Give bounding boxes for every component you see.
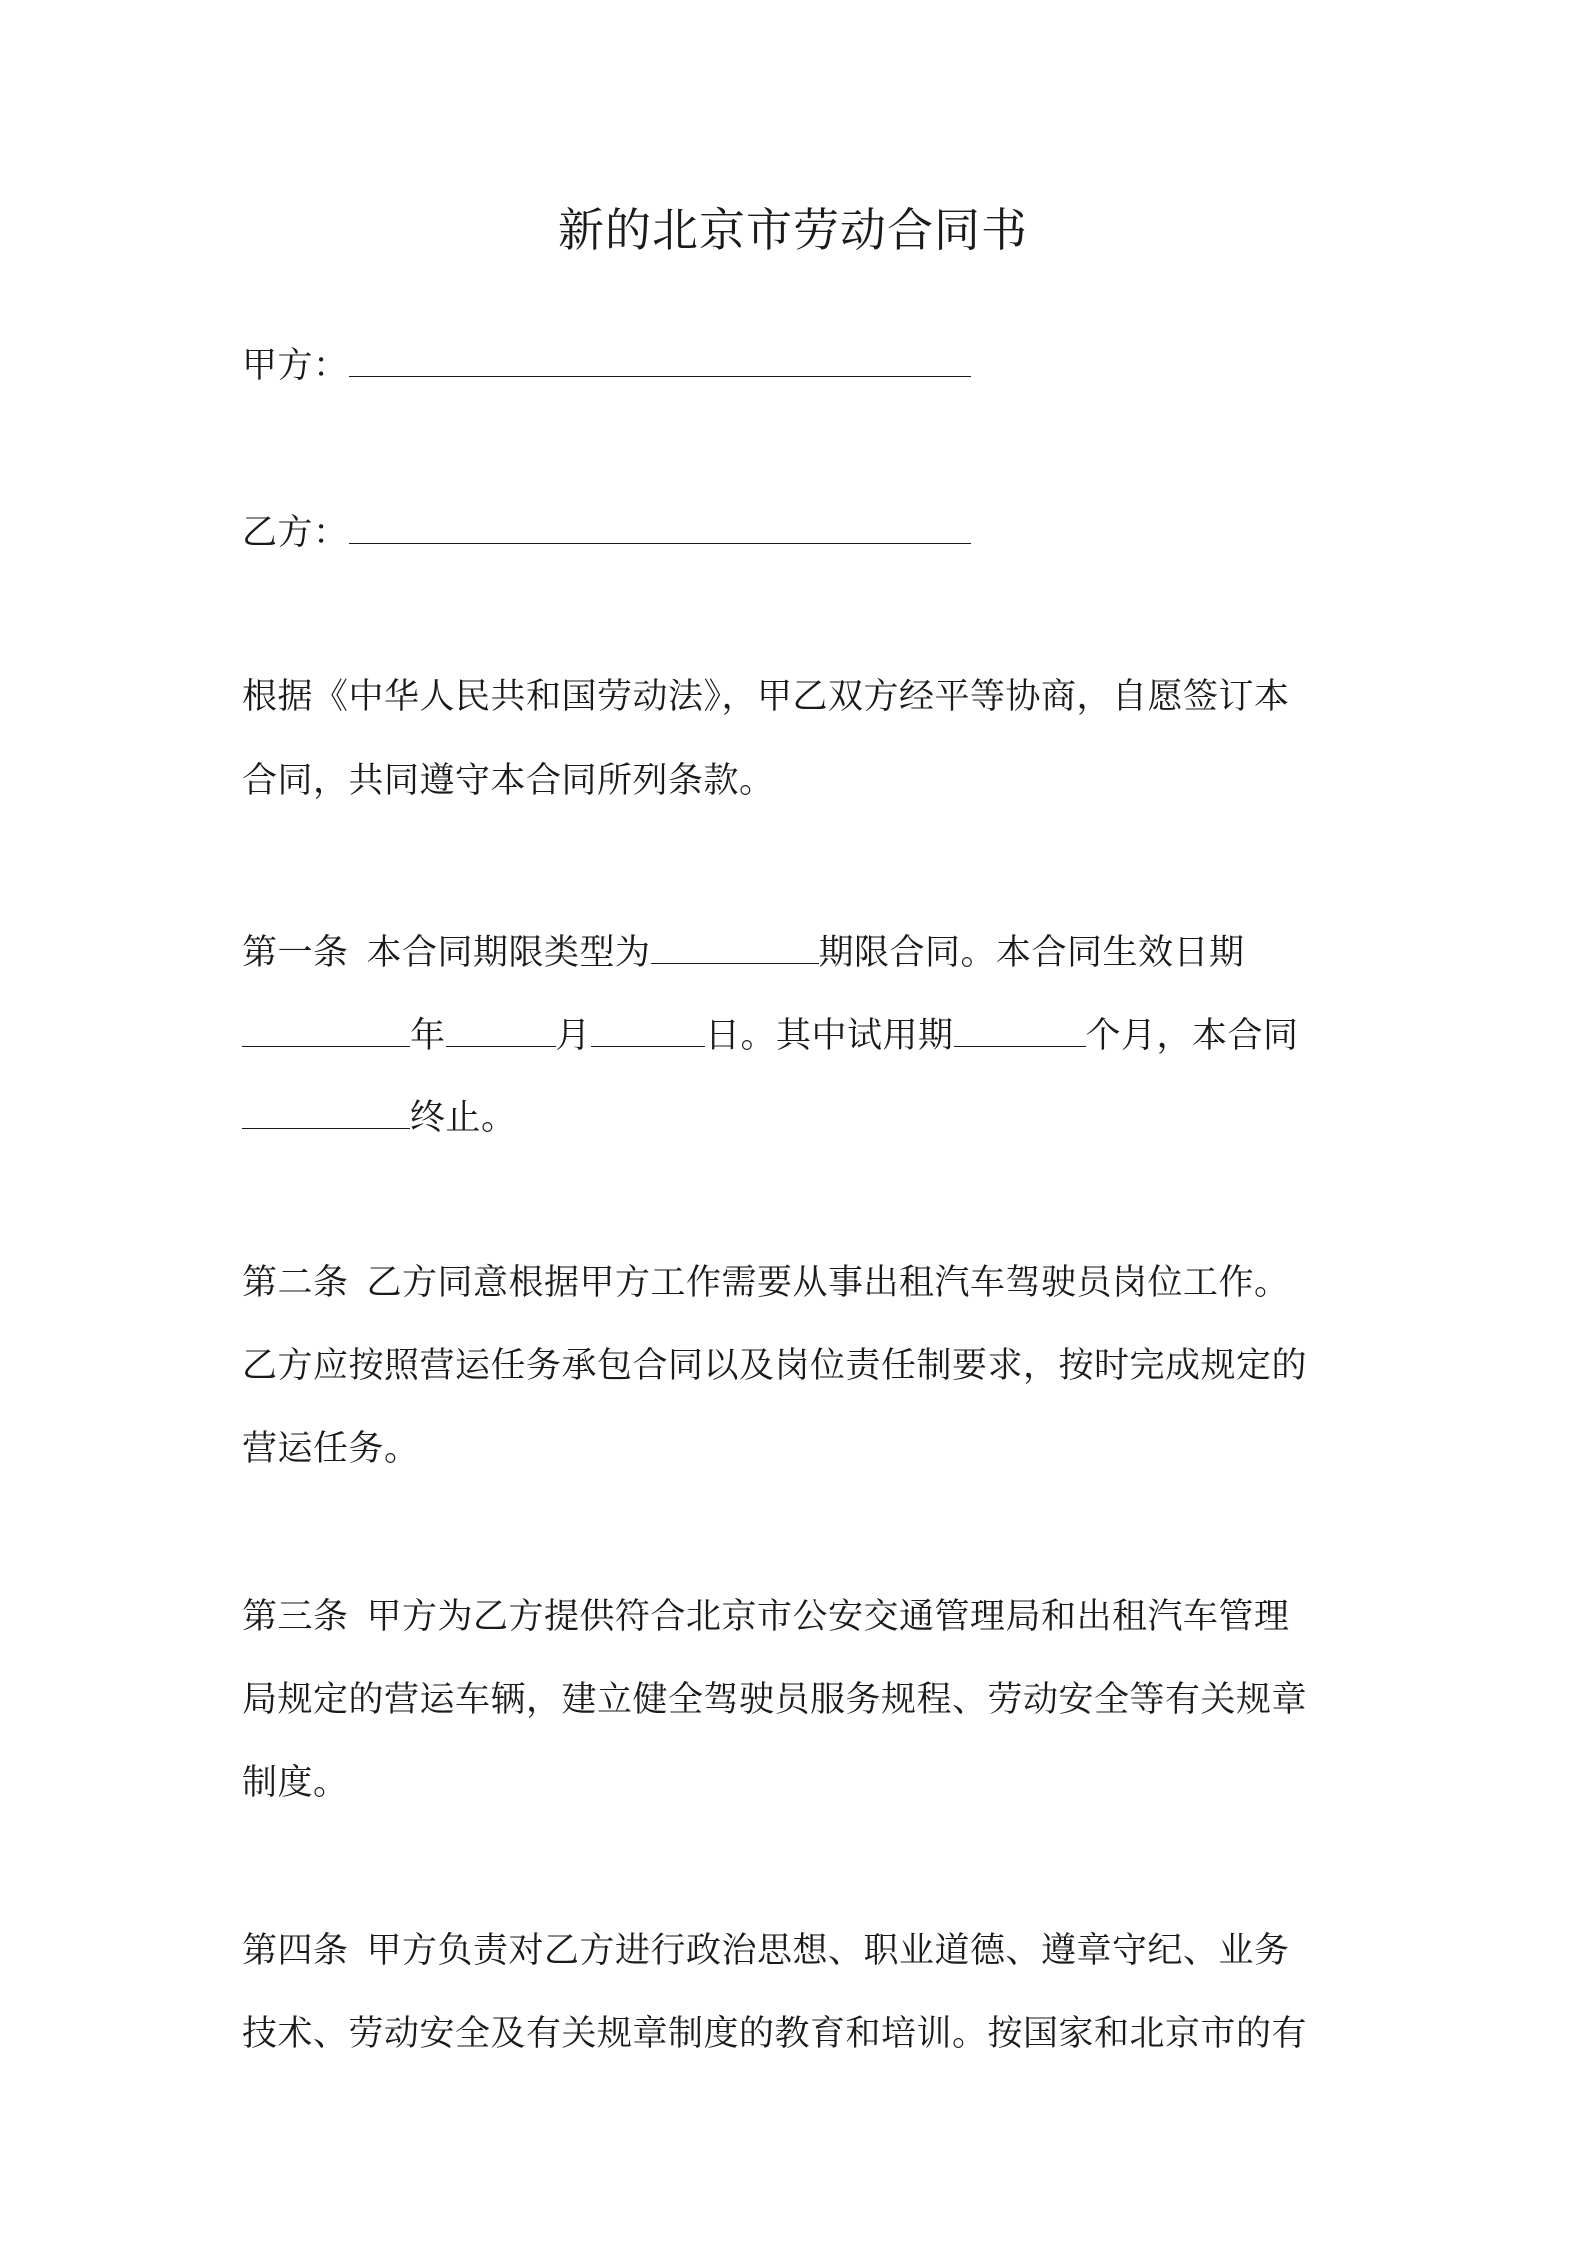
- article-3-heading: 第三条: [242, 1597, 349, 1637]
- article-3-line-2: 局规定的营运车辆，建立健全驾驶员服务规程、劳动安全等有关规章: [242, 1680, 1308, 1720]
- article-4-line-2: 技术、劳动安全及有关规章制度的教育和培训。按国家和北京市的有: [242, 2014, 1308, 2054]
- year-blank[interactable]: [242, 1008, 410, 1047]
- article-2-line-2: 乙方应按照营运任务承包合同以及岗位责任制要求，按时完成规定的: [242, 1346, 1308, 1386]
- article-3-line-3: 制度。: [242, 1763, 349, 1803]
- month-label: 月: [555, 1016, 592, 1056]
- article-2-line-3: 营运任务。: [242, 1429, 420, 1469]
- article-1-heading: 第一条: [242, 933, 349, 973]
- party-a-row: [242, 338, 971, 391]
- document-title: 新的北京市劳动合同书: [558, 203, 1028, 257]
- day-label: 日。其中试用期: [705, 1016, 954, 1056]
- article-1-text-b: 期限合同。本合同生效日期: [818, 933, 1245, 973]
- article-1-line-3: [242, 1090, 517, 1143]
- day-blank[interactable]: [591, 1008, 705, 1047]
- article-4-heading: 第四条: [242, 1931, 349, 1971]
- party-a-label: 甲方：: [242, 346, 349, 386]
- party-b-row: [242, 505, 971, 558]
- party-b-blank[interactable]: [349, 505, 971, 544]
- article-1-line-1: [242, 925, 1245, 978]
- article-4-line-1: [242, 1926, 1290, 1976]
- party-b-label: 乙方：: [242, 513, 349, 553]
- article-2-text-1: 乙方同意根据甲方工作需要从事出租汽车驾驶员岗位工作。: [366, 1263, 1290, 1303]
- month-blank[interactable]: [446, 1008, 556, 1047]
- article-1-text-a: 本合同期限类型为: [366, 933, 651, 973]
- end-label: 终止。: [410, 1098, 517, 1138]
- party-a-blank[interactable]: [349, 338, 971, 377]
- preamble-line-1: 根据《中华人民共和国劳动法》，甲乙双方经平等协商，自愿签订本: [242, 677, 1290, 717]
- year-label: 年: [410, 1016, 446, 1056]
- article-2-heading: 第二条: [242, 1263, 349, 1303]
- article-1-line-2: [242, 1008, 1299, 1061]
- probation-blank[interactable]: [954, 1008, 1086, 1047]
- preamble-line-2: 合同，共同遵守本合同所列条款。: [242, 761, 775, 801]
- months-until-label: 个月，本合同: [1085, 1016, 1299, 1056]
- article-2-line-1: [242, 1258, 1290, 1308]
- contract-type-blank[interactable]: [651, 925, 819, 964]
- article-3-text-1: 甲方为乙方提供符合北京市公安交通管理局和出租汽车管理: [366, 1597, 1290, 1637]
- article-4-text-1: 甲方负责对乙方进行政治思想、职业道德、遵章守纪、业务: [366, 1931, 1290, 1971]
- article-3-line-1: [242, 1592, 1290, 1642]
- end-date-blank[interactable]: [242, 1090, 410, 1129]
